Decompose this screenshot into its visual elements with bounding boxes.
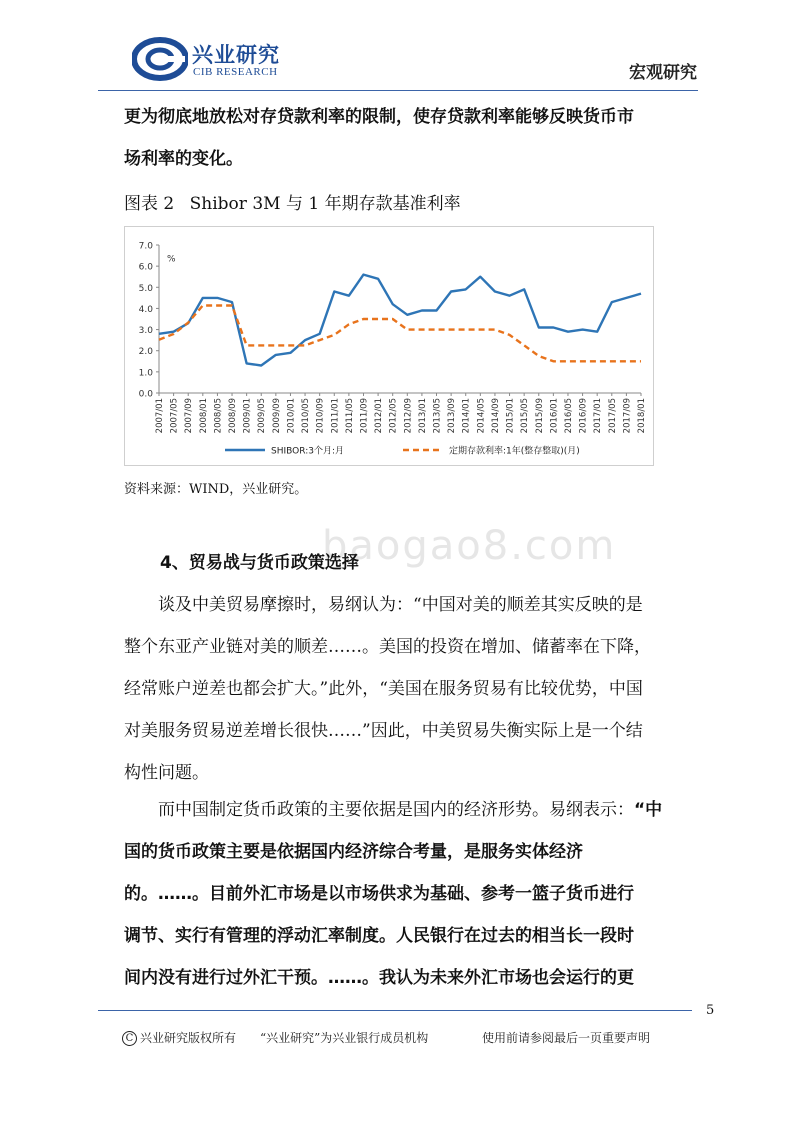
x-tick-label: 2016/05 (563, 398, 574, 434)
figure-title: Shibor 3M 与 1 年期存款基准利率 (189, 194, 461, 214)
paragraph-policy-first (124, 789, 698, 831)
x-tick-label: 2008/09 (228, 398, 239, 434)
series-line-deposit-rate-1y (159, 306, 641, 362)
figure-label: 图表 2 (124, 194, 175, 214)
x-tick-label: 2014/01 (461, 398, 472, 434)
paragraph-line: 构性问题。 (124, 763, 209, 783)
y-tick-label: 0.0 (138, 389, 153, 400)
x-tick-label: 2011/05 (344, 398, 355, 434)
series-line-shibor-3m (159, 275, 641, 366)
x-tick-label: 2014/09 (490, 398, 501, 434)
paragraph-trade (124, 584, 698, 626)
x-tick-label: 2012/01 (374, 398, 385, 434)
legend-label: 定期存款利率:1年(整存整取)(月) (449, 446, 580, 457)
x-tick-label: 2010/05 (301, 398, 312, 434)
copyright-icon: C (122, 1031, 137, 1046)
x-tick-label: 2009/01 (242, 398, 253, 434)
x-tick-label: 2017/05 (607, 398, 618, 434)
x-tick-label: 2011/01 (330, 398, 341, 434)
footer-copyright-text: 兴业研究版权所有 (140, 1031, 237, 1045)
paragraph-line: 的。……。目前外汇市场是以市场供求为基础、参考一篮子货币进行 (124, 884, 634, 904)
unit-label: % (167, 254, 176, 265)
x-tick-label: 2010/01 (286, 398, 297, 434)
y-tick-label: 1.0 (138, 368, 153, 379)
section-heading: 4、贸易战与货币政策选择 (160, 553, 359, 573)
chart-svg (125, 227, 653, 465)
paragraph-line: 谈及中美贸易摩擦时，易纲认为：“中国对美的顺差其实反映的是 (158, 595, 643, 615)
page-number: 5 (706, 1003, 715, 1018)
x-tick-label: 2012/05 (388, 398, 399, 434)
x-tick-label: 2008/05 (213, 398, 224, 434)
paragraph-policy-bold (124, 831, 698, 999)
cib-logo-icon (132, 37, 188, 81)
policy-plain-text: 而中国制定货币政策的主要依据是国内的经济形势。易纲表示： (158, 800, 634, 820)
x-tick-label: 2012/09 (403, 398, 414, 434)
y-tick-label: 3.0 (138, 326, 153, 337)
footer-copyright (122, 1029, 236, 1046)
paragraph-line: 国的货币政策主要是依据国内经济综合考量，是服务实体经济 (124, 842, 583, 862)
x-tick-label: 2007/05 (169, 398, 180, 434)
x-tick-label: 2017/09 (622, 398, 633, 434)
paragraph-line: 经常账户逆差也都会扩大。”此外，“美国在服务贸易有比较优势，中国 (124, 679, 643, 699)
x-tick-label: 2009/09 (271, 398, 282, 434)
x-tick-label: 2010/09 (315, 398, 326, 434)
footer-member: “兴业研究”为兴业银行成员机构 (260, 1031, 429, 1045)
x-tick-label: 2014/05 (476, 398, 487, 434)
x-tick-label: 2011/09 (359, 398, 370, 434)
x-tick-label: 2015/09 (534, 398, 545, 434)
y-tick-label: 7.0 (138, 241, 153, 252)
y-tick-label: 6.0 (138, 262, 153, 273)
paragraph-line: 调节、实行有管理的浮动汇率制度。人民银行在过去的相当长一段时 (124, 926, 634, 946)
paragraph-trade-cont (124, 626, 698, 794)
x-tick-label: 2008/01 (198, 398, 209, 434)
x-tick-label: 2009/05 (257, 398, 268, 434)
intro-line: 更为彻底地放松对存贷款利率的限制，使存贷款利率能够反映货币市 (124, 107, 634, 127)
figure-caption (124, 189, 471, 214)
figure-source: 资料来源：WIND，兴业研究。 (124, 482, 308, 497)
y-tick-label: 2.0 (138, 347, 153, 358)
watermark: baogao8.com (322, 523, 617, 569)
x-tick-label: 2007/01 (155, 398, 165, 434)
x-tick-label: 2013/01 (417, 398, 428, 434)
y-tick-label: 5.0 (138, 283, 153, 294)
y-tick-label: 4.0 (138, 304, 153, 315)
x-tick-label: 2013/09 (447, 398, 458, 434)
x-tick-label: 2007/09 (184, 398, 195, 434)
policy-bold-start: “中 (634, 800, 663, 820)
cib-research-logo (132, 37, 297, 87)
paragraph-line: 整个东亚产业链对美的顺差……。美国的投资在增加、储蓄率在下降， (124, 637, 651, 657)
footer-rule (98, 1010, 692, 1011)
x-tick-label: 2015/05 (520, 398, 531, 434)
paragraph-line (158, 789, 698, 831)
x-tick-label: 2018/01 (637, 398, 647, 434)
paragraph-line: 间内没有进行过外汇干预。……。我认为未来外汇市场也会运行的更 (124, 968, 634, 988)
x-tick-label: 2013/05 (432, 398, 443, 434)
section-label: 宏观研究 (629, 63, 697, 83)
intro-paragraph (124, 96, 698, 180)
x-tick-label: 2017/01 (593, 398, 604, 434)
header-rule (98, 90, 698, 91)
logo-english-text: CIB RESEARCH (193, 66, 278, 78)
x-tick-label: 2016/09 (578, 398, 589, 434)
x-tick-label: 2015/01 (505, 398, 516, 434)
x-tick-label: 2016/01 (549, 398, 560, 434)
logo-chinese-text: 兴业研究 (192, 43, 280, 67)
intro-line: 场利率的变化。 (124, 149, 243, 169)
paragraph-line: 对美服务贸易逆差增长很快……”因此，中美贸易失衡实际上是一个结 (124, 721, 643, 741)
shibor-deposit-rate-chart (124, 226, 654, 466)
footer-disclaimer: 使用前请参阅最后一页重要声明 (482, 1031, 651, 1045)
legend-label: SHIBOR:3个月:月 (271, 446, 345, 457)
